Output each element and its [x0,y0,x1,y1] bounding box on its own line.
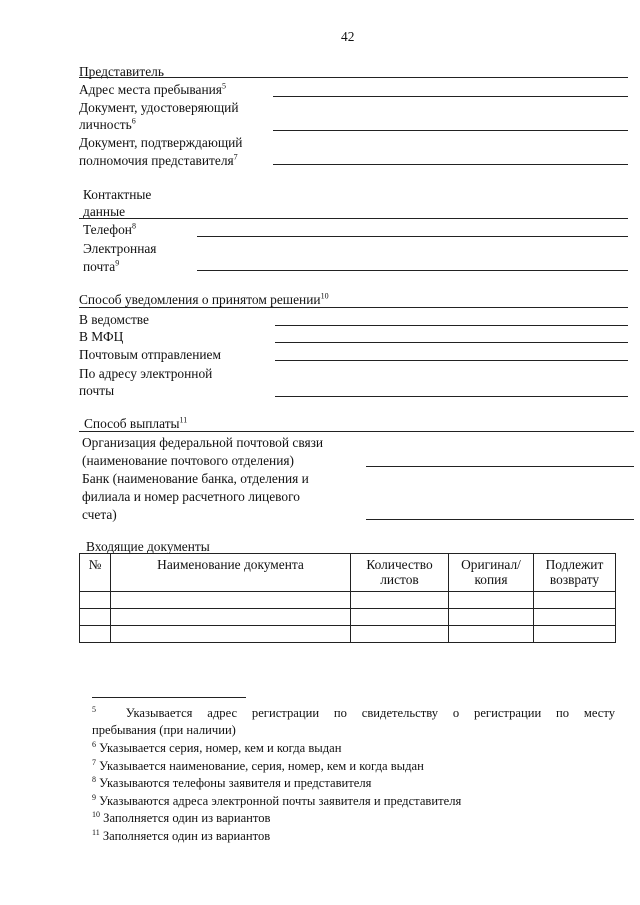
footnote-ref-6: 6 [131,116,136,126]
table-cell[interactable] [111,592,351,609]
representative-heading-line [79,77,628,78]
authority-document-label-2: полномочия представителя$^7$ [79,152,238,168]
notification-option-email-2: почты [79,383,115,398]
notification-agency-line[interactable] [275,325,628,326]
footnote-ref-8: 8 [131,221,136,231]
email-label-1: Электронная [83,241,157,256]
incoming-documents-table [79,553,616,643]
table-cell[interactable] [351,626,449,643]
notification-heading-line [79,307,628,308]
bank-label-1: Банк (наименование банка, отделения и [82,471,309,486]
email-field-line[interactable] [197,270,628,271]
address-label: Адрес места пребывания$^5$ [79,81,226,97]
footnote-11: $^{11}$ Заполняется один из вариантов [92,827,271,843]
table-cell[interactable] [111,609,351,626]
notification-option-mfc: В МФЦ [79,329,124,344]
contacts-heading-1: Контактные [83,187,152,202]
notification-option-email-1: По адресу электронной [79,366,213,381]
payment-heading-line [79,431,634,432]
phone-label: Телефон$^8$ [83,221,136,237]
contacts-heading-2: данные [83,204,126,219]
table-cell[interactable] [534,609,616,626]
column-header-name: Наименование документа [111,554,351,592]
table-cell[interactable] [80,609,111,626]
id-document-field-line[interactable] [273,130,628,131]
footnote-5-line-2: пребывания (при наличии) [92,723,236,737]
table-cell[interactable] [449,609,534,626]
table-row [80,626,616,643]
table-cell[interactable] [80,626,111,643]
table-cell[interactable] [80,592,111,609]
bank-field-line[interactable] [366,519,634,520]
notification-heading: Способ уведомления о принятом решении$^{10}$ [79,291,329,307]
footnote-ref-5: 5 [221,81,226,91]
table-cell[interactable] [534,592,616,609]
footnote-8: $^8$ Указываются телефоны заявителя и представителя [92,774,372,790]
footnote-5-line-1: $^5$ Указывается адрес регистрации по свидетельству о регистрации по месту [92,704,616,720]
table-cell[interactable] [534,626,616,643]
table-row [80,609,616,626]
table-row [80,592,616,609]
footnote-7: $^7$ Указывается наименование, серия, номер, кем и когда выдан [92,757,424,773]
bank-label-2: филиала и номер расчетного лицевого [82,489,300,504]
payment-heading: Способ выплаты$^{11}$ [84,415,188,431]
authority-document-label-1: Документ, подтверждающий [79,135,243,150]
footnote-6: $^6$ Указывается серия, номер, кем и когда выдан [92,739,342,755]
column-header-sheets: Количество листов [351,554,449,592]
post-organization-field-line[interactable] [366,466,634,467]
table-cell[interactable] [449,592,534,609]
footnote-9: $^9$ Указываются адреса электронной почты заявителя и представителя [92,792,462,808]
table-cell[interactable] [351,609,449,626]
column-header-return: Подлежит возврату [534,554,616,592]
notification-option-agency: В ведомстве [79,312,149,327]
footnote-ref-11: 11 [179,415,188,425]
representative-heading: Представитель [79,64,164,79]
contacts-heading-line [79,218,628,219]
notification-email-line[interactable] [275,396,628,397]
footnote-ref-10: 10 [320,291,329,301]
table-cell[interactable] [111,626,351,643]
incoming-documents-heading: Входящие документы [86,539,210,554]
post-organization-label-2: (наименование почтового отделения) [82,453,294,468]
page-number: 42 [341,29,355,44]
column-header-number: № [80,554,111,592]
footnote-separator [92,697,246,698]
table-cell[interactable] [449,626,534,643]
bank-label-3: счета) [82,507,117,522]
table-cell[interactable] [351,592,449,609]
address-field-line[interactable] [273,96,628,97]
notification-mfc-line[interactable] [275,342,628,343]
notification-post-line[interactable] [275,360,628,361]
id-document-label-2: личность$^6$ [79,116,136,132]
authority-document-field-line[interactable] [273,164,628,165]
footnote-ref-9: 9 [115,258,120,268]
notification-option-post: Почтовым отправлением [79,347,221,362]
footnote-ref-7: 7 [233,152,238,162]
id-document-label-1: Документ, удостоверяющий [79,100,239,115]
email-label-2: почта$^9$ [83,258,120,274]
footnote-10: $^{10}$ Заполняется один из вариантов [92,809,271,825]
column-header-original-copy: Оригинал/ копия [449,554,534,592]
phone-field-line[interactable] [197,236,628,237]
post-organization-label-1: Организация федеральной почтовой связи [82,435,324,450]
table-header-row [80,554,616,592]
